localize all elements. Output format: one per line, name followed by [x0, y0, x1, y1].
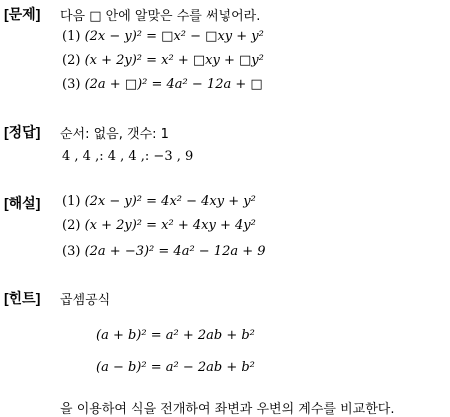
problem-instruction: 다음 □ 안에 알맞은 수를 써넣어라.: [60, 9, 261, 24]
hint-formula-2: [96, 360, 255, 375]
answer-label: [정답]: [4, 124, 41, 140]
problem-item-3-equation: (2a + □)² = 4a² − 12a + □: [84, 77, 263, 92]
solution-label: [해설]: [4, 195, 41, 211]
problem-item-1-equation: (2x − y)² = □x² − □xy + y²: [84, 29, 264, 44]
solution-item-1: [62, 194, 256, 209]
problem-item-1: [62, 29, 264, 44]
solution-item-2-equation: (x + 2y)² = x² + 4xy + 4y²: [84, 218, 256, 233]
solution-item-1-number: (1): [62, 194, 81, 209]
solution-item-1-equation: (2x − y)² = 4x² − 4xy + y²: [84, 194, 256, 209]
solution-item-3-equation: (2a + −3)² = 4a² − 12a + 9: [84, 244, 266, 259]
hint-formula-2-text: (a − b)² = a² − 2ab + b²: [96, 360, 255, 375]
answer-values: 4 , 4 ,: 4 , 4 ,: −3 , 9: [62, 149, 194, 164]
problem-item-1-number: (1): [62, 29, 81, 44]
answer-meta: 순서: 없음, 갯수: 1: [60, 127, 169, 142]
hint-title: 곱셈공식: [60, 293, 111, 308]
problem-item-2-equation: (x + 2y)² = x² + □xy + □y²: [84, 53, 264, 68]
solution-item-3: [62, 244, 266, 259]
hint-note: 을 이용하여 식을 전개하여 좌변과 우변의 계수를 비교한다.: [60, 402, 395, 417]
hint-label: [힌트]: [4, 290, 41, 306]
hint-formula-1-text: (a + b)² = a² + 2ab + b²: [96, 328, 255, 343]
solution-item-2: [62, 218, 256, 233]
problem-item-2: [62, 53, 264, 68]
solution-item-3-number: (3): [62, 244, 81, 259]
problem-label: [문제]: [4, 6, 41, 22]
problem-item-3-number: (3): [62, 77, 81, 92]
solution-item-2-number: (2): [62, 218, 81, 233]
hint-formula-1: [96, 328, 255, 343]
problem-item-3: [62, 77, 263, 92]
problem-item-2-number: (2): [62, 53, 81, 68]
